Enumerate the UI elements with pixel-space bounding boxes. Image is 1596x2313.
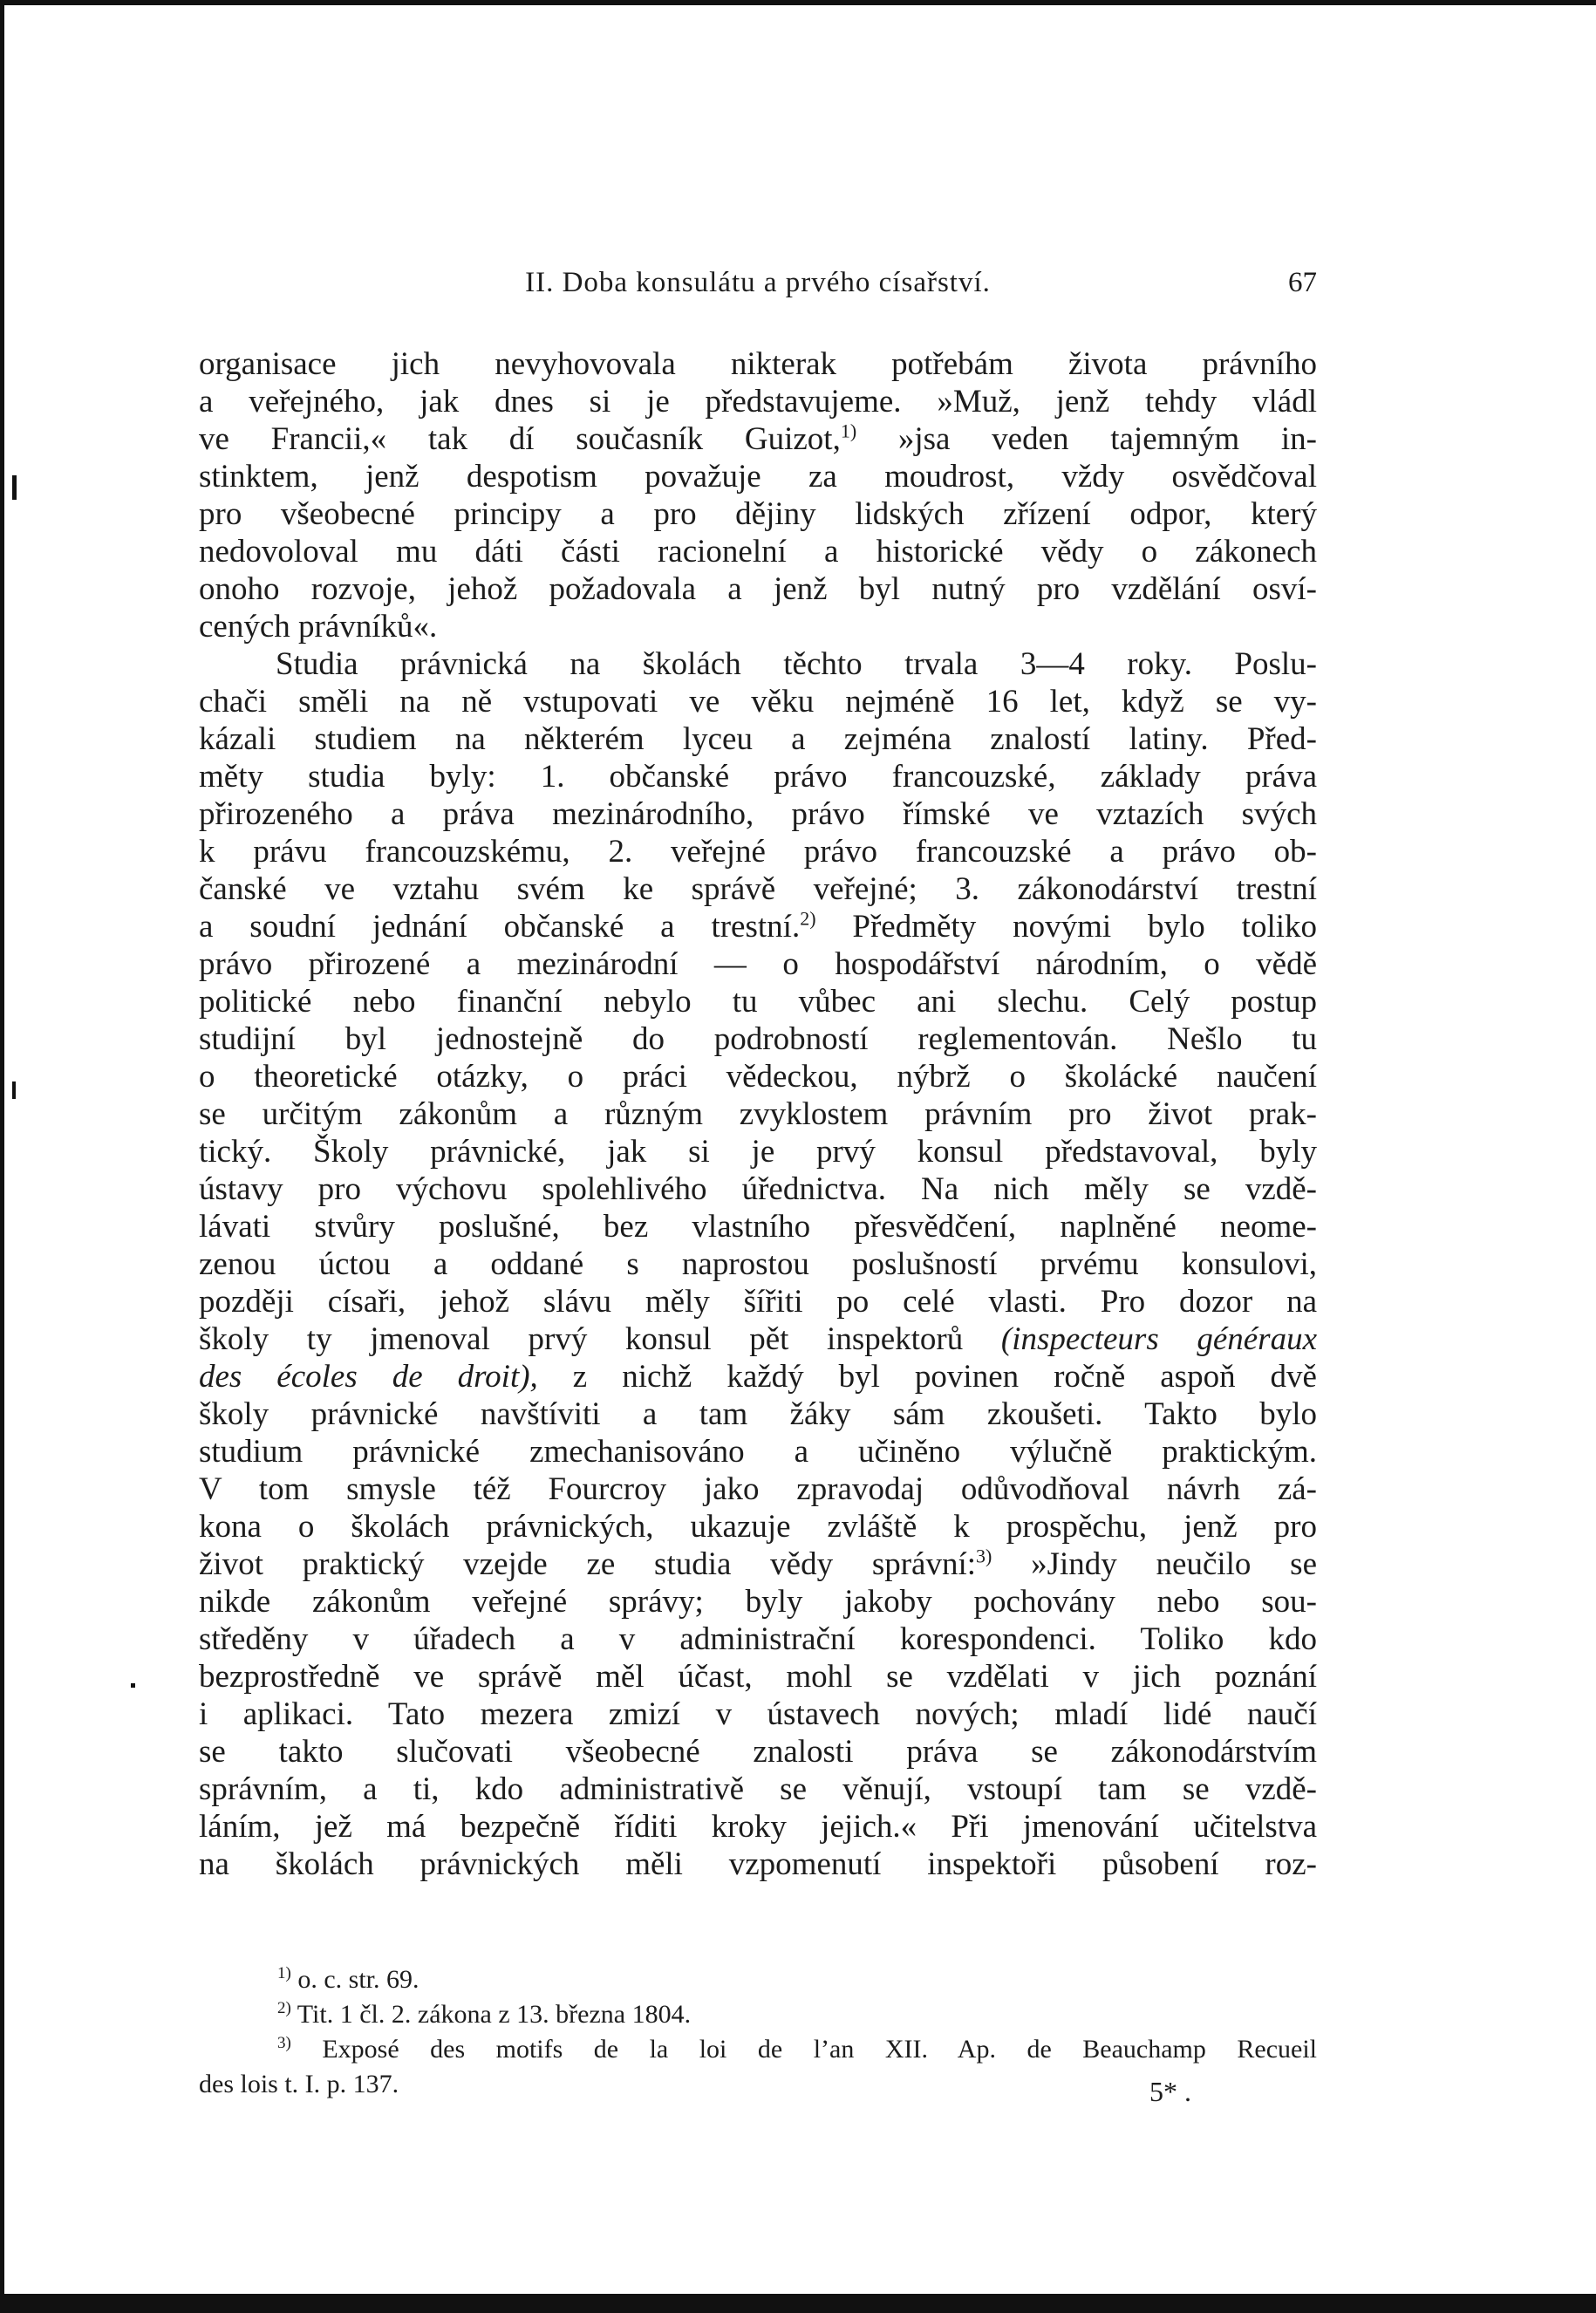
text-line: o theoretické otázky, o práci vědeckou, nýbrž o školácké naučení	[199, 1059, 1317, 1095]
page-header	[199, 267, 1317, 310]
footnote-mark: 2)	[277, 1999, 291, 2017]
text-line: cených právníků«.	[199, 609, 438, 645]
footnote-reference: 2)	[800, 907, 816, 930]
footnote-mark: 1)	[277, 1964, 291, 1982]
footnote: $^{1)}$ o. c. str. 69.	[277, 1964, 419, 1994]
text-line: kázali studiem na některém lyceu a zejména znalostí latiny. Před-	[199, 721, 1317, 757]
signature-mark: 5* .	[1149, 2076, 1191, 2107]
text-line: zenou úctou a oddané s naprostou poslušností prvému konsulovi,	[199, 1246, 1317, 1282]
text-line: čanské ve vztahu svém ke správě veřejné; 3. zákonodárství trestní	[199, 871, 1317, 907]
body-text	[199, 345, 1317, 1883]
text-line: a soudní jednání občanské a trestní.$^{2)}$ Předměty novými bylo toliko	[199, 907, 1318, 945]
text-line: ústavy pro výchovu spolehlivého úřednictva. Na nich měly se vzdě-	[199, 1171, 1317, 1207]
scan-speck	[12, 1081, 16, 1099]
text-line: středěny v úřadech a v administrační korespondenci. Toliko kdo	[199, 1621, 1317, 1657]
text-line: k právu francouzskému, 2. veřejné právo francouzské a právo ob-	[199, 834, 1317, 870]
text-line: láním, jež má bezpečně říditi kroky jejich.« Při jmenování učitelstva	[199, 1809, 1317, 1845]
text-line: nedovoloval mu dáti části racionelní a historické vědy o zákonech	[199, 534, 1317, 570]
text-line: i aplikaci. Tato mezera zmizí v ústavech nových; mladí lidé naučí	[199, 1696, 1317, 1732]
text-line: nikde zákonům veřejné správy; byly jakoby pochovány nebo sou-	[199, 1584, 1317, 1620]
text-line: později císaři, jehož slávu měly šířiti po celé vlasti. Pro dozor na	[199, 1284, 1317, 1320]
text-line: život praktický vzejde ze studia vědy správní:$^{3)}$ »Jindy neučilo se	[199, 1545, 1317, 1582]
footnote: $^{3)}$ Exposé des motifs de la loi de l’an XII. Ap. de Beauchamp Recueil	[277, 2034, 1317, 2064]
text-line: V tom smysle též Fourcroy jako zpravodaj odůvodňoval návrh zá-	[199, 1471, 1317, 1507]
italic-term: (inspecteurs généraux	[1000, 1321, 1318, 1357]
text-line: lávati stvůry poslušné, bez vlastního přesvědčení, naplněné neome-	[199, 1209, 1317, 1245]
text-line: správním, a ti, kdo administrativě se věnují, vstoupí tam se vzdě-	[199, 1771, 1317, 1807]
text-line: ve Francii,« tak dí současník Guizot,$^{1)}$ »jsa veden tajemným in-	[199, 420, 1317, 457]
scan-border-left	[0, 0, 4, 2313]
text-line: kona o školách právnických, ukazuje zvláště k prospěchu, jenž pro	[199, 1509, 1317, 1545]
text-line: Studia právnická na školách těchto trvala 3—4 roky. Poslu-	[276, 646, 1317, 682]
text-line: stinktem, jenž despotism považuje za moudrost, vždy osvědčoval	[199, 459, 1317, 495]
text-line: se takto slučovati všeobecné znalosti práva se zákonodárstvím	[199, 1734, 1317, 1770]
italic-term: des écoles de droit),	[199, 1359, 538, 1395]
text-line: des écoles de droit), z nichž každý byl povinen ročně aspoň dvě	[199, 1359, 1317, 1395]
footnote-reference: 3)	[976, 1545, 992, 1567]
text-line: onoho rozvoje, jehož požadovala a jenž byl nutný pro vzdělání osví-	[199, 571, 1317, 607]
footnote-continuation: des lois t. I. p. 137.	[199, 2070, 399, 2098]
text-line: bezprostředně ve správě měl účast, mohl se vzdělati v jich poznání	[199, 1659, 1317, 1695]
text-line: chači směli na ně vstupovati ve věku nejméně 16 let, když se vy-	[199, 684, 1317, 720]
scan-border-top	[0, 0, 1596, 5]
text-line: studijní byl jednostejně do podrobností reglementován. Nešlo tu	[199, 1021, 1317, 1057]
text-line: na školách právnických měli vzpomenutí inspektoři působení roz-	[199, 1846, 1317, 1882]
text-line: studium právnické zmechanisováno a učiněno výlučně praktickým.	[199, 1434, 1317, 1470]
scan-border-bottom	[0, 2294, 1596, 2313]
footnote-mark: 3)	[277, 2034, 291, 2052]
page-number: 67	[1288, 267, 1317, 298]
text-line: právo přirozené a mezinárodní — o hospodářství národním, o vědě	[199, 946, 1317, 982]
text-line: se určitým zákonům a různým zvyklostem právním pro život prak-	[199, 1096, 1317, 1132]
text-line: měty studia byly: 1. občanské právo francouzské, základy práva	[199, 759, 1317, 795]
text-line: tický. Školy právnické, jak si je prvý konsul představoval, byly	[199, 1134, 1317, 1170]
text-line: organisace jich nevyhovovala nikterak potřebám života právního	[199, 346, 1317, 382]
running-head: II. Doba konsulátu a prvého císařství.	[525, 267, 991, 298]
text-line: školy ty jmenoval prvý konsul pět inspektorů (inspecteurs généraux	[199, 1321, 1318, 1357]
text-line: politické nebo finanční nebylo tu vůbec ani slechu. Celý postup	[199, 984, 1317, 1020]
footnote: $^{2)}$ Tit. 1 čl. 2. zákona z 13. března 1804.	[277, 1999, 692, 2029]
scan-speck	[131, 1683, 135, 1688]
text-line: pro všeobecné principy a pro dějiny lidských zřízení odpor, který	[199, 496, 1317, 532]
text-line: přirozeného a práva mezinárodního, právo římské ve vztazích svých	[199, 796, 1317, 832]
footnote-reference: 1)	[840, 420, 857, 442]
text-line: a veřejného, jak dnes si je představujeme. »Muž, jenž tehdy vládl	[199, 384, 1317, 420]
text-line: školy právnické navštíviti a tam žáky sám zkoušeti. Takto bylo	[199, 1396, 1317, 1432]
scan-speck	[12, 475, 17, 500]
